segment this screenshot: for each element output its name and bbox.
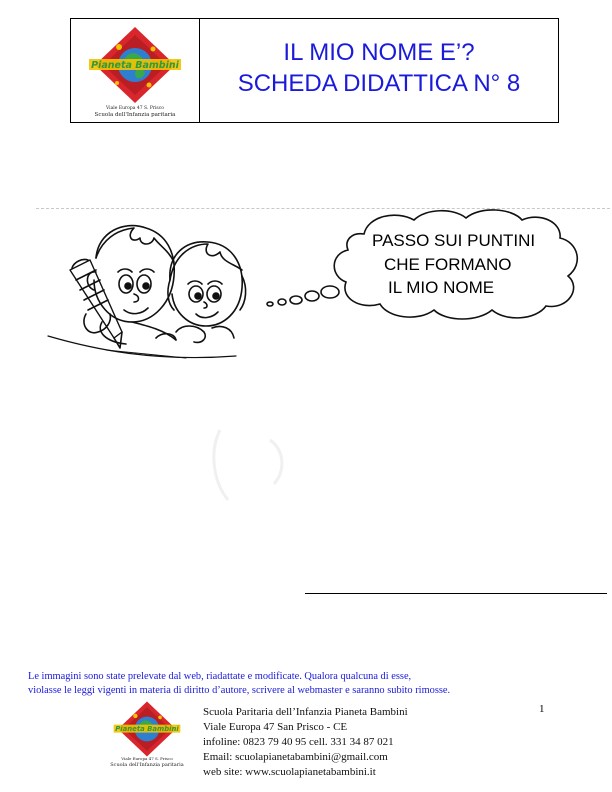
logo-wordmark: Pianeta Bambini: [91, 60, 179, 71]
footer-address: Viale Europa 47 San Prisco - CE: [203, 721, 348, 733]
footer-logo-caption-school: Scuola dell'Infanzia paritaria: [110, 762, 184, 768]
footer-phones: infoline: 0823 79 40 95 cell. 331 34 87 021: [203, 736, 394, 748]
worksheet-title: [200, 37, 558, 99]
footer-pianeta-bambini-logo-icon: [92, 700, 202, 758]
footer-website[interactable]: web site: www.scuolapianetabambini.it: [203, 766, 376, 778]
pianeta-bambini-logo-icon: [79, 25, 191, 105]
footer-school-name: Scuola Paritaria dell’Infanzia Pianeta Bambini: [203, 706, 408, 718]
header-logo: [71, 19, 199, 122]
copyright-disclaimer: [28, 670, 608, 698]
page-number: 1: [539, 703, 545, 715]
disclaimer-line-1: Le immagini sono state prelevate dal web, riadattate e modificate. Qualora qualcuna di esse,: [28, 671, 412, 682]
logo-caption-address: Viale Europa 47 S. Prisco: [106, 106, 164, 111]
footer-contact-info: [203, 705, 408, 780]
footer-logo-caption-address: Viale Europa 47 S. Prisco: [121, 756, 173, 761]
bubble-line-2: CHE FORMANO: [384, 255, 512, 274]
footer-email[interactable]: Email: scuolapianetabambini@gmail.com: [203, 751, 388, 763]
faint-background-mark: [200, 420, 320, 510]
footer-logo-wordmark: Pianeta Bambini: [115, 725, 179, 734]
title-line-2: SCHEDA DIDATTICA N° 8: [237, 70, 521, 97]
title-line-1: IL MIO NOME E’?: [283, 39, 475, 66]
header-box: [70, 18, 559, 123]
name-writing-line: [305, 593, 607, 594]
bubble-line-1: PASSO SUI PUNTINI: [372, 231, 536, 250]
logo-caption-school: Scuola dell'Infanzia paritaria: [94, 112, 176, 118]
bubble-line-3: IL MIO NOME: [388, 278, 495, 297]
disclaimer-line-2: violasse le leggi vigenti in materia di diritto d’autore, scrivere al webmaster e saranno subito rimosse.: [28, 685, 451, 696]
children-writing-illustration: [36, 210, 256, 370]
